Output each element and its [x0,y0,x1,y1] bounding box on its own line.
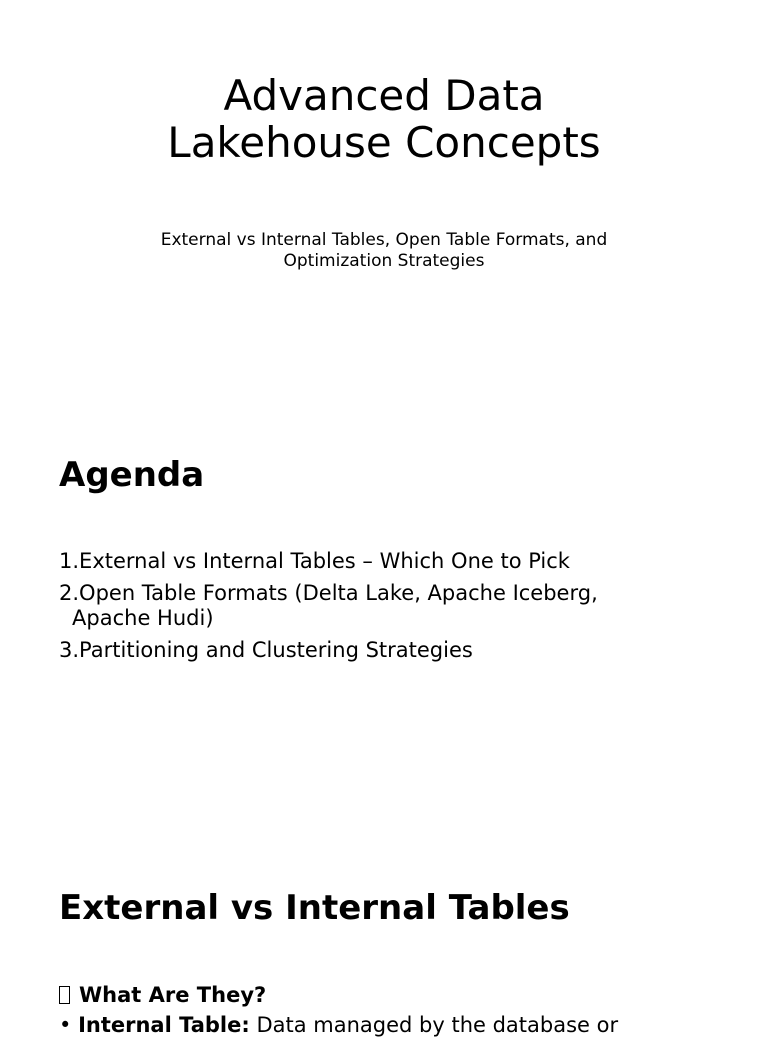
agenda-item-3 [59,638,679,663]
what-are-they-label: What Are They? [79,983,267,1007]
title-line-1: Advanced Data [223,71,545,120]
agenda-item-2 [59,581,679,631]
agenda-item-text-line-2: Apache Hudi) [72,606,214,630]
agenda-item-text: External vs Internal Tables – Which One to Pick [79,549,570,573]
agenda-item-number: 2. [59,581,80,605]
agenda-list [59,549,679,670]
internal-table-description: Data managed by the database or [249,1013,619,1037]
agenda-item-text-line-1: Open Table Formats (Delta Lake, Apache Iceberg, [79,581,598,605]
agenda-item-number: 1. [59,549,80,573]
missing-glyph-icon [59,986,70,1004]
agenda-item-number: 3. [59,638,80,662]
what-are-they-heading [59,982,266,1008]
tables-heading: External vs Internal Tables [59,888,570,928]
title-line-2: Lakehouse Concepts [167,118,601,167]
internal-table-bullet [59,1012,759,1038]
title-slide [0,0,768,400]
presentation-subtitle [0,230,768,272]
agenda-heading: Agenda [59,455,205,495]
subtitle-line-1: External vs Internal Tables, Open Table Formats, and [160,230,608,250]
agenda-item-text: Partitioning and Clustering Strategies [79,638,473,662]
presentation-title [0,72,768,166]
agenda-item-text [72,581,679,631]
internal-table-term: Internal Table: [78,1013,250,1037]
bullet-icon: • [59,1013,72,1037]
subtitle-line-2: Optimization Strategies [283,251,485,271]
agenda-item-1 [59,549,679,574]
